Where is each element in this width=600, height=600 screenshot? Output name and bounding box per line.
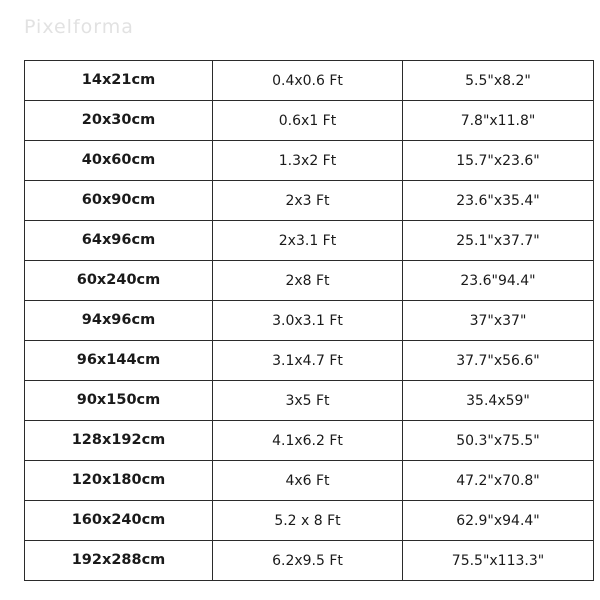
size-cm-cell: 192x288cm	[25, 541, 213, 581]
size-cm-cell: 128x192cm	[25, 421, 213, 461]
table-row	[25, 221, 594, 261]
size-inch-cell: 5.5"x8.2"	[403, 61, 594, 101]
size-inch-cell: 25.1"x37.7"	[403, 221, 594, 261]
size-inch-cell: 50.3"x75.5"	[403, 421, 594, 461]
table-row	[25, 381, 594, 421]
size-ft-cell: 0.4x0.6 Ft	[213, 61, 403, 101]
table-row	[25, 261, 594, 301]
size-cm-cell: 94x96cm	[25, 301, 213, 341]
table-row	[25, 461, 594, 501]
size-inch-cell: 75.5"x113.3"	[403, 541, 594, 581]
size-cm-cell: 120x180cm	[25, 461, 213, 501]
size-inch-cell: 37"x37"	[403, 301, 594, 341]
size-ft-cell: 4x6 Ft	[213, 461, 403, 501]
size-ft-cell: 5.2 x 8 Ft	[213, 501, 403, 541]
size-cm-cell: 60x90cm	[25, 181, 213, 221]
size-ft-cell: 3.1x4.7 Ft	[213, 341, 403, 381]
size-ft-cell: 0.6x1 Ft	[213, 101, 403, 141]
size-inch-cell: 23.6"94.4"	[403, 261, 594, 301]
table-row	[25, 61, 594, 101]
size-ft-cell: 1.3x2 Ft	[213, 141, 403, 181]
size-cm-cell: 64x96cm	[25, 221, 213, 261]
table-row	[25, 301, 594, 341]
size-cm-cell: 90x150cm	[25, 381, 213, 421]
size-cm-cell: 20x30cm	[25, 101, 213, 141]
size-ft-cell: 3x5 Ft	[213, 381, 403, 421]
size-table-body	[25, 61, 594, 581]
size-cm-cell: 60x240cm	[25, 261, 213, 301]
table-row	[25, 541, 594, 581]
size-inch-cell: 15.7"x23.6"	[403, 141, 594, 181]
table-row	[25, 141, 594, 181]
size-inch-cell: 62.9"x94.4"	[403, 501, 594, 541]
size-inch-cell: 7.8"x11.8"	[403, 101, 594, 141]
size-cm-cell: 160x240cm	[25, 501, 213, 541]
table-row	[25, 421, 594, 461]
size-ft-cell: 3.0x3.1 Ft	[213, 301, 403, 341]
size-ft-cell: 2x8 Ft	[213, 261, 403, 301]
watermark-logo: Pixelforma	[24, 16, 134, 38]
size-ft-cell: 2x3.1 Ft	[213, 221, 403, 261]
size-inch-cell: 47.2"x70.8"	[403, 461, 594, 501]
size-cm-cell: 14x21cm	[25, 61, 213, 101]
size-conversion-table	[24, 60, 594, 581]
size-inch-cell: 23.6"x35.4"	[403, 181, 594, 221]
table-row	[25, 101, 594, 141]
size-ft-cell: 6.2x9.5 Ft	[213, 541, 403, 581]
table-row	[25, 181, 594, 221]
size-inch-cell: 37.7"x56.6"	[403, 341, 594, 381]
table-row	[25, 501, 594, 541]
size-ft-cell: 4.1x6.2 Ft	[213, 421, 403, 461]
table-row	[25, 341, 594, 381]
size-inch-cell: 35.4x59"	[403, 381, 594, 421]
size-cm-cell: 96x144cm	[25, 341, 213, 381]
size-ft-cell: 2x3 Ft	[213, 181, 403, 221]
size-cm-cell: 40x60cm	[25, 141, 213, 181]
